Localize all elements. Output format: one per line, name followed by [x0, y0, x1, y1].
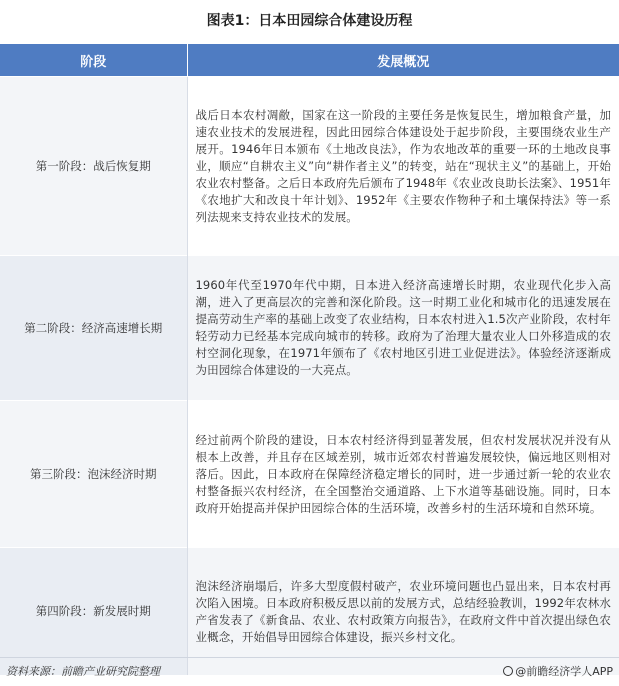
- table-row: [0, 77, 619, 256]
- header-overview: 发展概况: [187, 44, 619, 77]
- overview-cell: 战后日本农村凋敝，国家在这一阶段的主要任务是恢复民生，增加粮食产量，加速农业技术的发展进程，因此田园综合体建设处于起步阶段，主要围绕农业生产展开。1946年日本颁布《土地改良法》，作为农地改革的重要一环的土地改良事业，顺应“自耕农主义”向“耕作者主义”的转变，站在“现状主义”的基础上，开始农业农村整备。之后日本政府先后颁布了1948年《农业改良助长法案》、1951年《农地扩大和改良十年计划》、1952年《主要农作物种子和土壤保持法》等一系列法规来支持农业技术的发展。: [187, 77, 619, 256]
- history-table: [0, 44, 619, 675]
- table-row: [0, 256, 619, 401]
- stage-cell: 第四阶段：新发展时期: [0, 548, 187, 676]
- overview-cell: 泡沫经济崩塌后，许多大型度假村破产，农业环境问题也凸显出来，日本农村再次陷入困境。日本政府积极反思以前的发展方式，总结经验教训，1992年农林水产省发表了《新食品、农业、农村政策方向报告》，在政府文件中首次提出绿色农业概念，开始倡导田园综合体建设，振兴乡村文化。: [187, 548, 619, 676]
- footer: [0, 657, 619, 680]
- table-header-row: [0, 44, 619, 77]
- brand-logo-icon: [503, 666, 513, 676]
- overview-cell: 经过前两个阶段的建设，日本农村经济得到显著发展，但农村发展状况并没有从根本上改善，并且存在区域差别，城市近郊农村普遍发展较快，偏远地区则相对落后。因此，日本政府在保障经济稳定增长的同时，进一步通过新一轮的农业农村整备振兴农村经济，在全国整治交通道路、上下水道等基础设施。同时，日本政府开始提高并保护田园综合体的生活环境，改善乡村的生活环境和自然环境。: [187, 401, 619, 548]
- source-note: 资料来源：前瞻产业研究院整理: [6, 665, 160, 678]
- stage-cell: 第一阶段：战后恢复期: [0, 77, 187, 256]
- chart-title: 图表1：日本田园综合体建设历程: [206, 13, 413, 29]
- header-stage: 阶段: [0, 44, 187, 77]
- overview-cell: 1960年代至1970年代中期，日本进入经济高速增长时期，农业现代化步入高潮，进入了更高层次的完善和深化阶段。这一时期工业化和城市化的迅速发展在提高劳动生产率的基础上改变了农业结构，日本农村进入1.5次产业阶段，农村年轻劳动力已经基本完成向城市的转移。政府为了治理大量农业人口外移造成的农村空洞化现象，在1971年颁布了《农村地区引进工业促进法》。体验经济逐渐成为田园综合体建设的一大亮点。: [187, 256, 619, 401]
- table-row: [0, 401, 619, 548]
- stage-cell: 第二阶段：经济高速增长期: [0, 256, 187, 401]
- table-row: [0, 548, 619, 676]
- brand-credit: [503, 663, 613, 679]
- brand-label: @前瞻经济学人APP: [515, 665, 613, 678]
- stage-cell: 第三阶段：泡沫经济时期: [0, 401, 187, 548]
